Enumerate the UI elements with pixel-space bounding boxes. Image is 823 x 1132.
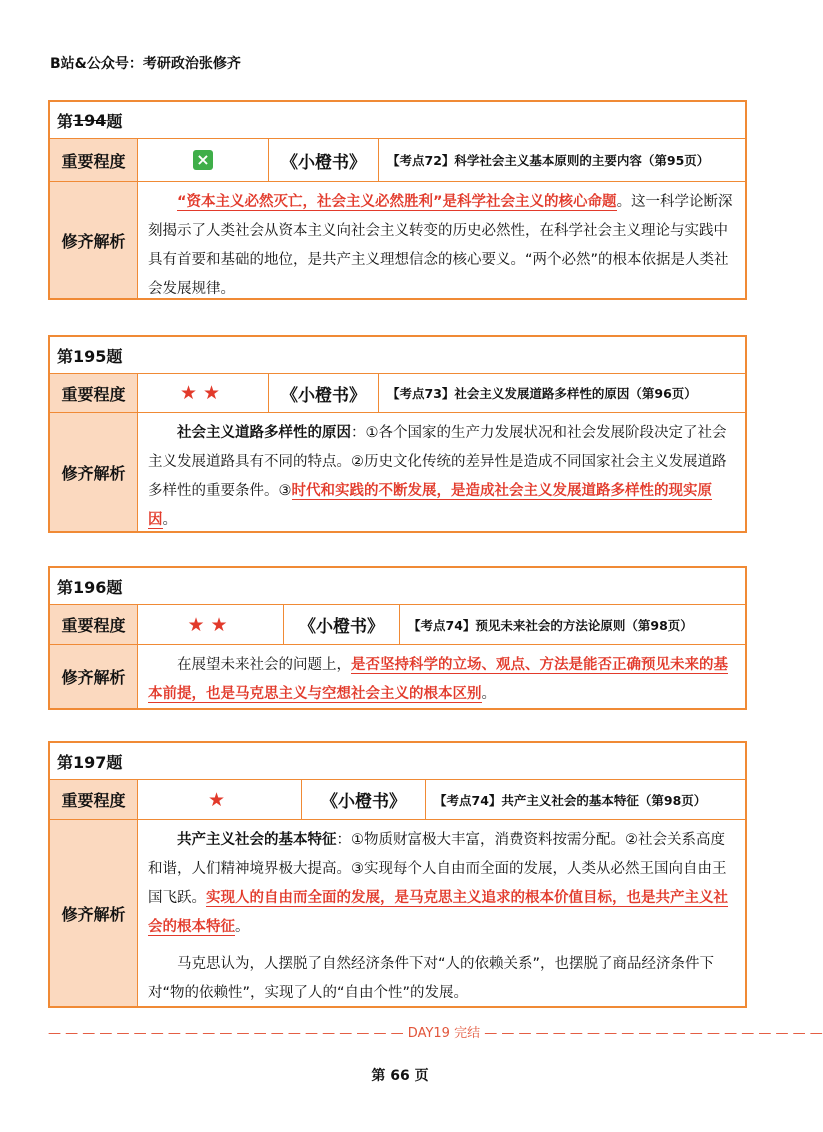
cross-mark-icon: × [193, 150, 213, 170]
body-text: 。 [481, 686, 496, 702]
body-text: 。 [235, 919, 250, 935]
header-source: B站&公众号：考研政治张修齐 [50, 56, 241, 72]
page-number: 第 66 页 [371, 1068, 429, 1084]
book-label: 《小橙书》 [302, 780, 426, 819]
bold-text: 社会主义道路多样性的原因 [177, 425, 351, 441]
body-text: 在展望未来社会的问题上， [177, 657, 351, 673]
title-number: 194 [73, 110, 107, 130]
star-rating-icon: ★ [138, 780, 302, 819]
question-title [50, 102, 745, 139]
analysis-text [138, 820, 745, 1006]
question-196-table [48, 566, 747, 710]
body-text: ：①各个国家的生产力发展状况和社会发展阶段决定了社会主义发展道路具有不同的特点。②历史文化传统的差异性是造成不同国家社会主义发展道路多样性的重要条件。③ [148, 425, 727, 499]
importance-label: 重要程度 [50, 374, 138, 412]
importance-label: 重要程度 [50, 780, 138, 819]
dash-right: — — — — — — — — — — — — — — — — — — — — [484, 1026, 823, 1041]
book-label: 《小橙书》 [284, 605, 400, 644]
highlight-text: 实现人的自由而全面的发展，是马克思主义追求的根本价值目标，也是共产主义社会的根本特征 [148, 890, 728, 935]
question-197-table [48, 741, 747, 1008]
star-rating-icon: ★★ [138, 605, 284, 644]
importance-label: 重要程度 [50, 139, 138, 181]
footer-divider [48, 1022, 823, 1041]
analysis-label: 修齐解析 [50, 820, 138, 1006]
kaodian-text: 【考点73】社会主义发展道路多样性的原因（第96页） [387, 386, 697, 401]
analysis-text [138, 413, 745, 531]
footer-text: DAY19 完结 [407, 1026, 481, 1041]
title-prefix: 第 [57, 111, 74, 131]
analysis-label: 修齐解析 [50, 645, 138, 708]
analysis-label: 修齐解析 [50, 413, 138, 531]
highlight-text: 时代和实践的不断发展，是造成社会主义发展道路多样性的现实原因 [148, 483, 712, 528]
book-label: 《小橙书》 [269, 139, 379, 181]
analysis-label: 修齐解析 [50, 182, 138, 298]
bold-text: 共产主义社会的基本特征 [177, 832, 337, 848]
kaodian-text: 【考点74】共产主义社会的基本特征（第98页） [434, 792, 707, 808]
question-title: 第195题 [50, 337, 745, 374]
question-title: 第197题 [50, 743, 745, 780]
body-paragraph: 马克思认为，人摆脱了自然经济条件下对“人的依赖关系”，也摆脱了商品经济条件下对“物的依赖性”，实现了人的“自由个性”的发展。 [148, 956, 715, 1001]
body-text: 。 [162, 512, 177, 528]
highlight-text: “资本主义必然灭亡，社会主义必然胜利”是科学社会主义的核心命题 [177, 194, 617, 210]
importance-label: 重要程度 [50, 605, 138, 644]
body-text: ：①物质财富极大丰富，消费资料按需分配。②社会关系高度和谐，人们精神境界极大提高。③实现每个人自由而全面的发展，人类从必然王国向自由王国飞跃。 [148, 832, 727, 906]
kaodian-text: 【考点72】科学社会主义基本原则的主要内容（第95页） [387, 153, 710, 168]
analysis-text [138, 182, 745, 298]
highlight-text: 是否坚持科学的立场、观点、方法是能否正确预见未来的基本前提，也是马克思主义与空想社会主义的根本区别 [148, 657, 728, 702]
body-text: 。这一科学论断深刻揭示了人类社会从资本主义向社会主义转变的历史必然性，在科学社会主义理论与实践中具有首要和基础的地位，是共产主义理想信念的核心要义。“两个必然”的根本依据是人类社会发展规律。 [148, 194, 733, 297]
question-title: 第196题 [50, 568, 745, 605]
importance-rating [138, 139, 269, 181]
question-195-table [48, 335, 747, 533]
star-rating-icon: ★★ [138, 374, 269, 412]
book-label: 《小橙书》 [269, 374, 379, 412]
title-suffix: 题 [106, 111, 123, 131]
dash-left: — — — — — — — — — — — — — — — — — — — — — [48, 1026, 404, 1041]
analysis-text [138, 645, 745, 708]
kaodian-text: 【考点74】预见未来社会的方法论原则（第98页） [408, 617, 693, 633]
question-194-table [48, 100, 747, 300]
